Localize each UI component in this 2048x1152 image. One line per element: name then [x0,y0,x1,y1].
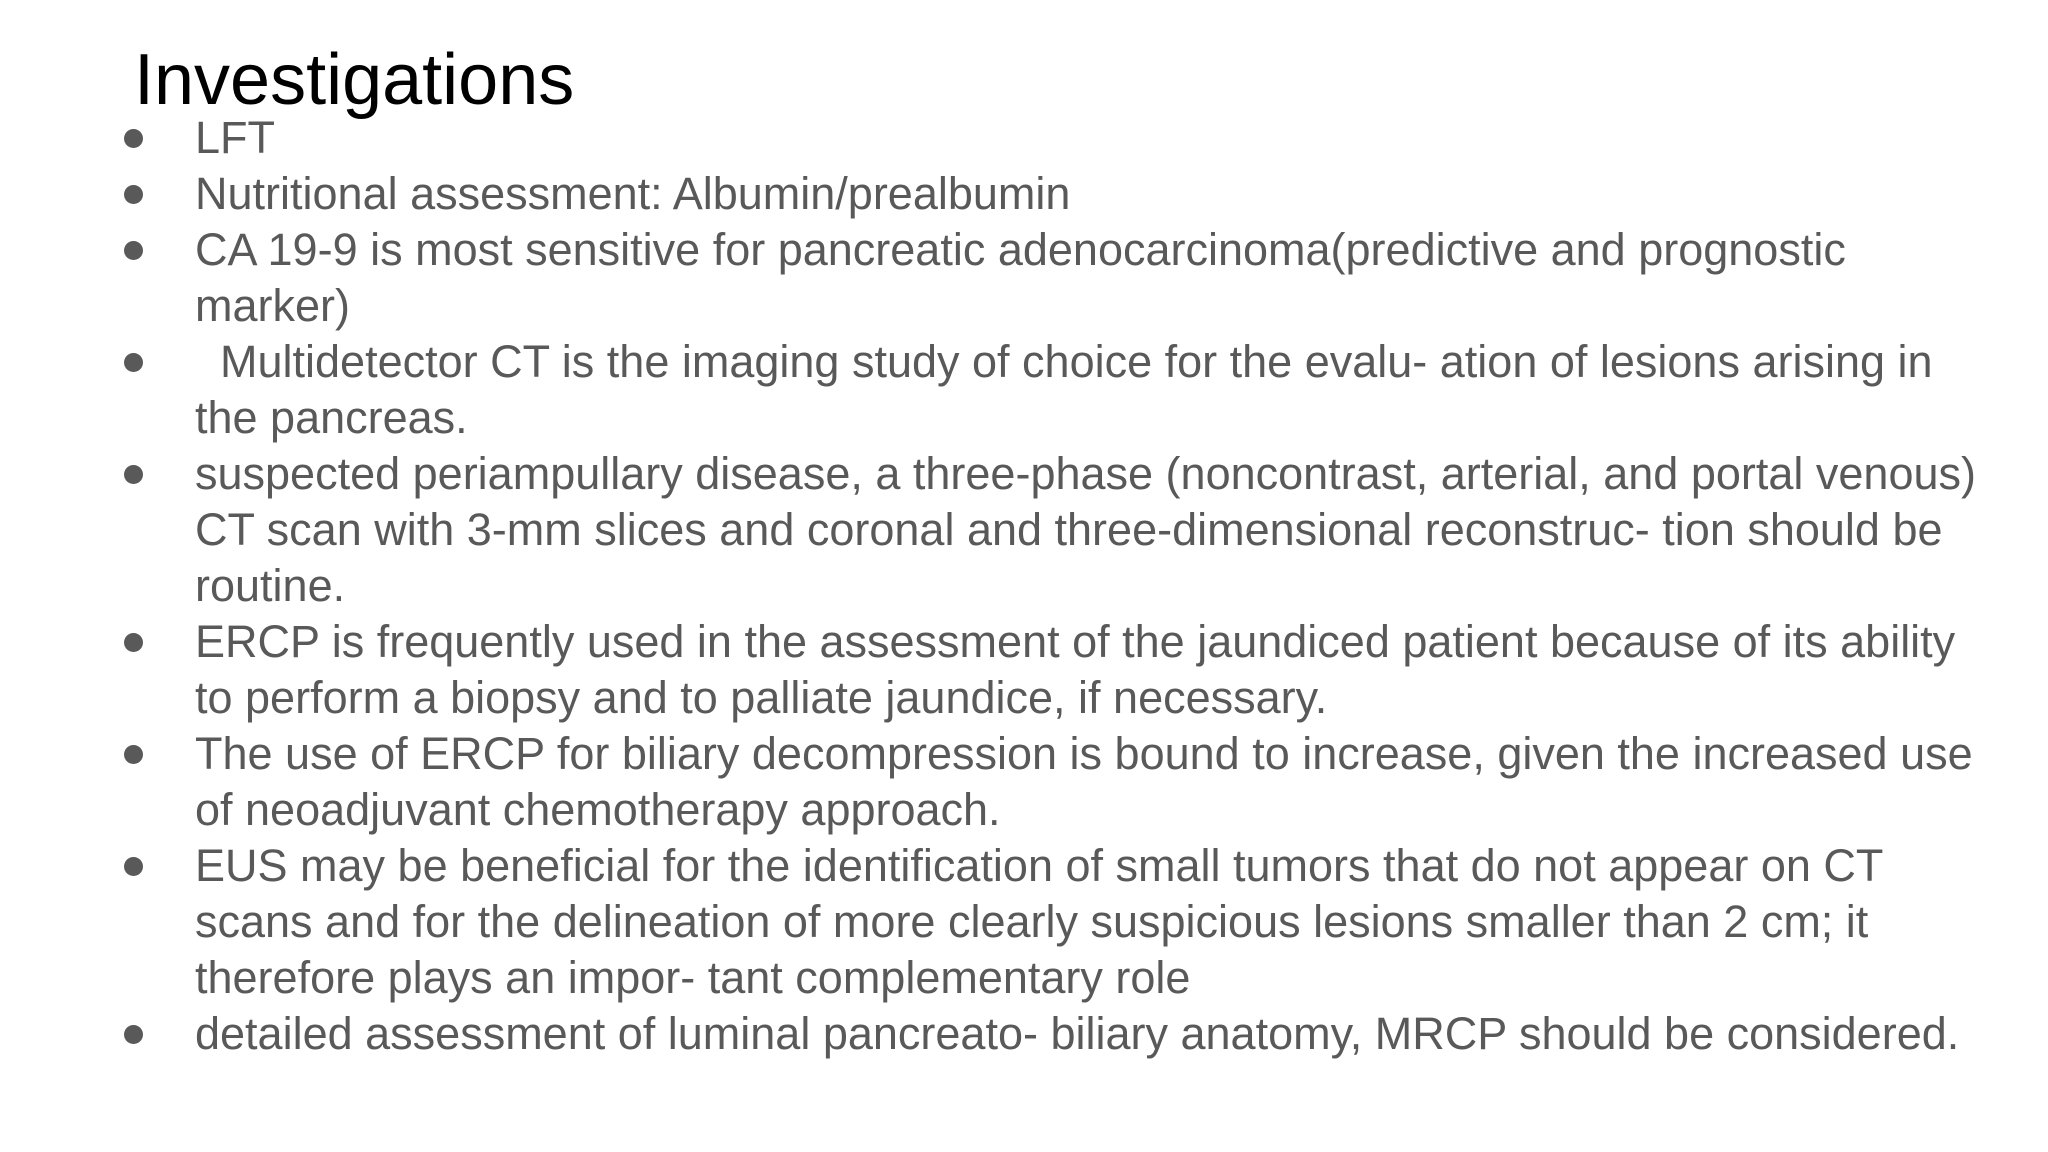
bullet-list [118,110,1998,1062]
bullet-dot-icon [124,185,143,204]
bullet-dot-icon [124,745,143,764]
bullet-dot-icon [124,1025,143,1044]
bullet-text: Multidetector CT is the imaging study of choice for the evalu- ation of lesions arising in the pancreas. [195,336,1946,443]
bullet-text: detailed assessment of luminal pancreato- biliary anatomy, MRCP should be considered. [195,1008,1960,1059]
bullet-item-nutritional-assessment [118,166,1998,222]
bullet-text: ERCP is frequently used in the assessment of the jaundiced patient because of its ability to perform a biopsy and to palliate jaundice, if necessary. [195,616,1968,723]
bullet-text: EUS may be beneficial for the identification of small tumors that do not appear on CT scans and for the delineation of more clearly suspicious lesions smaller than 2 cm; it therefore plays an impor- tant complementary role [195,840,1896,1003]
bullet-item-ercp-decompression [118,726,1998,838]
bullet-dot-icon [124,241,143,260]
bullet-item-lft [118,110,1998,166]
bullet-dot-icon [124,857,143,876]
bullet-text: The use of ERCP for biliary decompression is bound to increase, given the increased use of neoadjuvant chemotherapy approach. [195,728,1986,835]
bullet-dot-icon [124,353,143,372]
slide-title: Investigations [134,40,575,120]
bullet-dot-icon [124,633,143,652]
bullet-text: CA 19-9 is most sensitive for pancreatic adenocarcinoma(predictive and prognostic marker) [195,224,1859,331]
bullet-item-multidetector-ct [118,334,1998,446]
bullet-text: suspected periampullary disease, a three-phase (noncontrast, arterial, and portal venous) CT scan with 3-mm slices and coronal and three-dimensional reconstruc- tion should be routine. [195,448,1989,611]
bullet-dot-icon [124,129,143,148]
bullet-text: LFT [195,112,276,163]
bullet-item-eus [118,838,1998,1006]
bullet-item-ca-19-9 [118,222,1998,334]
bullet-item-ercp-assessment [118,614,1998,726]
bullet-text: Nutritional assessment: Albumin/prealbumin [195,168,1071,219]
bullet-item-periampullary-disease [118,446,1998,614]
bullet-dot-icon [124,465,143,484]
bullet-item-mrcp [118,1006,1998,1062]
